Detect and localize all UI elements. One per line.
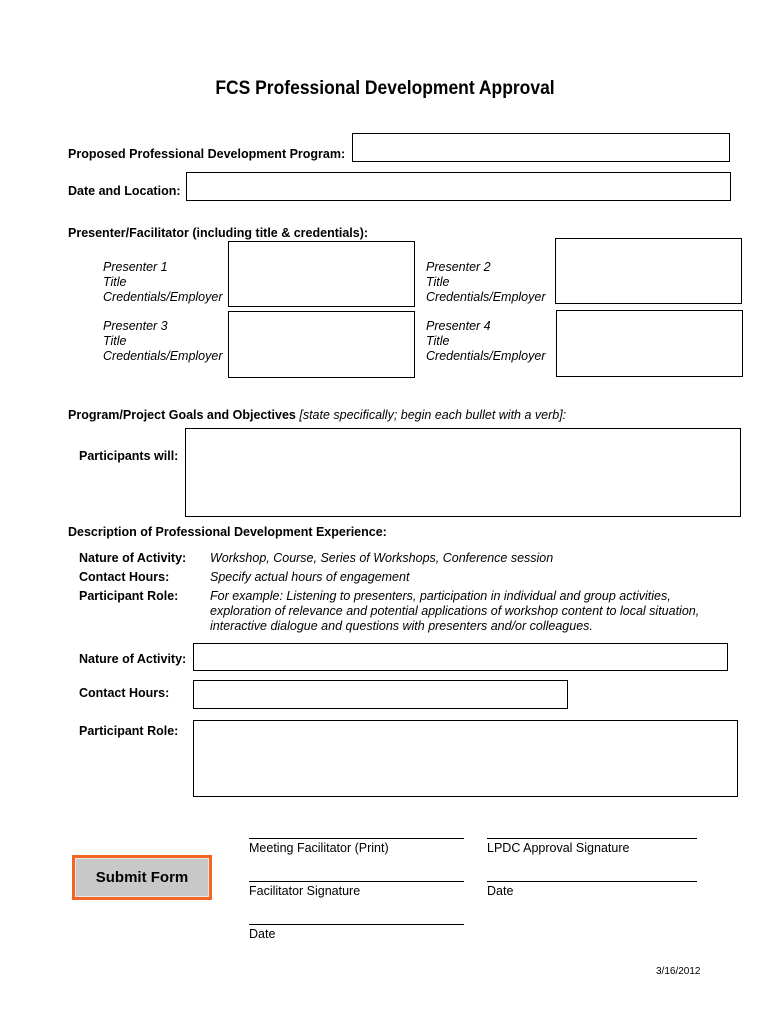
date-right-label: Date xyxy=(487,884,514,898)
nature-activity-label: Nature of Activity: xyxy=(79,652,187,666)
desc-role-text xyxy=(210,589,699,634)
program-label: Proposed Professional Development Program: xyxy=(68,147,346,161)
description-heading: Description of Professional Development Experience: xyxy=(68,525,387,539)
page-title: FCS Professional Development Approval xyxy=(215,78,555,99)
lpdc-approval-line xyxy=(487,838,697,839)
desc-role-line-1: For example: Listening to presenters, participation in individual and group activities, xyxy=(210,589,671,603)
presenter-2-cred: Credentials/Employer xyxy=(426,290,546,304)
presenter-1-title: Title xyxy=(103,275,127,289)
presenter-4-cred: Credentials/Employer xyxy=(426,349,546,363)
submit-form-button[interactable]: Submit Form xyxy=(75,858,209,897)
presenter-3-title: Title xyxy=(103,334,127,348)
footer-date: 3/16/2012 xyxy=(656,966,701,977)
presenter-3-cred: Credentials/Employer xyxy=(103,349,223,363)
goals-hint: [state specifically; begin each bullet with a verb]: xyxy=(299,408,567,422)
presenter-4-input[interactable] xyxy=(556,310,743,377)
participant-role-label: Participant Role: xyxy=(79,724,179,738)
presenter-3-input[interactable] xyxy=(228,311,415,378)
program-input[interactable] xyxy=(352,133,730,162)
desc-nature-text: Workshop, Course, Series of Workshops, Conference session xyxy=(210,551,554,565)
date-right-line xyxy=(487,881,697,882)
facilitator-signature-label: Facilitator Signature xyxy=(249,884,361,898)
desc-role-line-2: exploration of relevance and potential applications of workshop content to local situation, xyxy=(210,604,700,618)
presenter-3-text xyxy=(103,319,223,364)
participant-role-input[interactable] xyxy=(193,720,738,797)
goals-heading xyxy=(68,408,566,422)
presenter-1-input[interactable] xyxy=(228,241,415,307)
contact-hours-input[interactable] xyxy=(193,680,568,709)
presenter-2-text xyxy=(426,260,546,305)
desc-hours-label: Contact Hours: xyxy=(79,570,170,584)
contact-hours-label: Contact Hours: xyxy=(79,686,170,700)
lpdc-approval-label: LPDC Approval Signature xyxy=(487,841,630,855)
participants-will-label: Participants will: xyxy=(79,449,179,463)
presenter-4-title: Title xyxy=(426,334,450,348)
presenter-2-input[interactable] xyxy=(555,238,742,304)
presenter-1-text xyxy=(103,260,223,305)
nature-activity-input[interactable] xyxy=(193,643,728,671)
submit-form-button-frame[interactable] xyxy=(72,855,212,900)
presenter-4-name: Presenter 4 xyxy=(426,319,491,333)
desc-role-label: Participant Role: xyxy=(79,589,179,603)
presenter-2-name: Presenter 2 xyxy=(426,260,491,274)
desc-role-line-3: interactive dialogue and questions with presenters and/or colleagues. xyxy=(210,619,593,633)
goals-label: Program/Project Goals and Objectives xyxy=(68,408,296,422)
date-left-line xyxy=(249,924,464,925)
desc-hours-text: Specify actual hours of engagement xyxy=(210,570,410,584)
participants-will-input[interactable] xyxy=(185,428,741,517)
meeting-facilitator-line xyxy=(249,838,464,839)
presenter-1-name: Presenter 1 xyxy=(103,260,168,274)
facilitator-signature-line xyxy=(249,881,464,882)
presenter-label: Presenter/Facilitator (including title & credentials): xyxy=(68,226,369,240)
presenter-4-text xyxy=(426,319,546,364)
presenter-2-title: Title xyxy=(426,275,450,289)
presenter-1-cred: Credentials/Employer xyxy=(103,290,223,304)
date-location-label: Date and Location: xyxy=(68,184,181,198)
presenter-3-name: Presenter 3 xyxy=(103,319,168,333)
meeting-facilitator-label: Meeting Facilitator (Print) xyxy=(249,841,389,855)
date-left-label: Date xyxy=(249,927,276,941)
date-location-input[interactable] xyxy=(186,172,731,201)
desc-nature-label: Nature of Activity: xyxy=(79,551,187,565)
